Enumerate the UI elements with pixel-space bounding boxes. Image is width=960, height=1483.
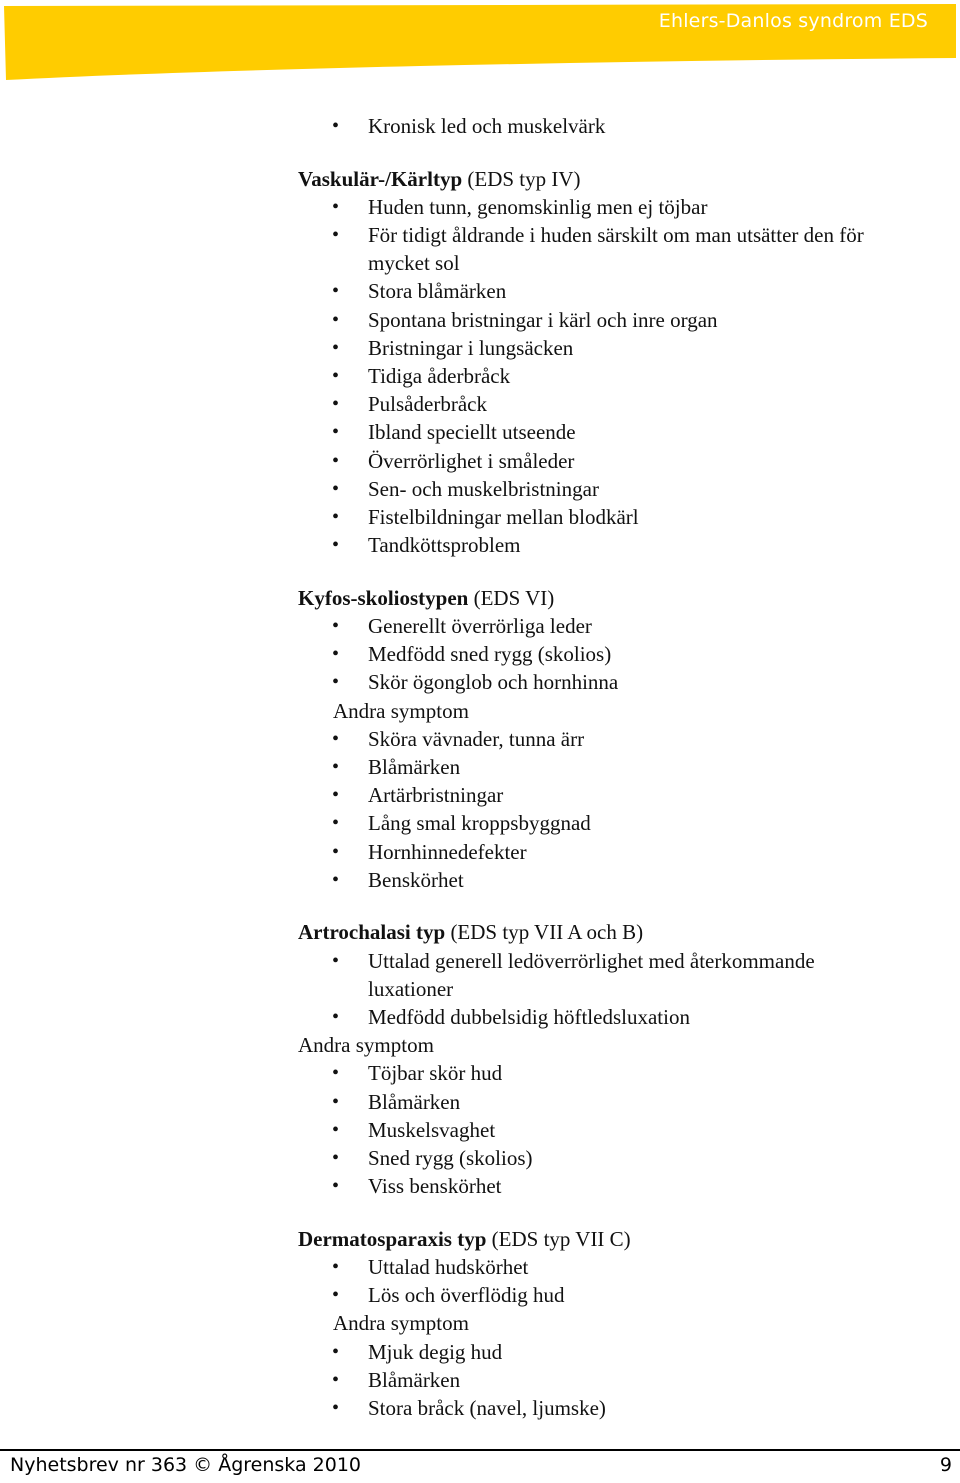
list-item: • Blåmärken — [298, 753, 938, 781]
list-item: • Tandköttsproblem — [298, 531, 938, 559]
list-item: • För tidigt åldrande i huden särskilt om man utsätter den för — [298, 221, 938, 249]
list-item: • Sköra vävnader, tunna ärr — [298, 725, 938, 753]
section-heading-dermatosparaxis: Dermatosparaxis typ (EDS typ VII C) — [298, 1226, 631, 1251]
list-item: • Ibland speciellt utseende — [298, 418, 938, 446]
list-item: • Bristningar i lungsäcken — [298, 334, 938, 362]
list-item: • Pulsåderbråck — [298, 390, 938, 418]
list-item: • Blåmärken — [298, 1088, 938, 1116]
list-item: • Spontana bristningar i kärl och inre organ — [298, 306, 938, 334]
section-heading-kyfos: Kyfos-skoliostypen (EDS VI) — [298, 585, 555, 610]
list-item: • Medfödd dubbelsidig höftledsluxation — [298, 1003, 938, 1031]
list-item: • Stora bråck (navel, ljumske) — [298, 1394, 938, 1422]
list-item-continuation: luxationer — [368, 976, 454, 1001]
list-item: • Tidiga åderbråck — [298, 362, 938, 390]
other-symptoms-label: Andra symptom — [333, 1311, 469, 1336]
other-symptoms-label: Andra symptom — [298, 1033, 434, 1058]
list-item: • Töjbar skör hud — [298, 1059, 938, 1087]
list-item: • Muskelsvaghet — [298, 1116, 938, 1144]
list-item: • Blåmärken — [298, 1366, 938, 1394]
list-item: • Sned rygg (skolios) — [298, 1144, 938, 1172]
section-heading-vaskular: Vaskulär-/Kärltyp (EDS typ IV) — [298, 166, 581, 191]
list-item: • Lång smal kroppsbyggnad — [298, 809, 938, 837]
list-item: • Stora blåmärken — [298, 277, 938, 305]
list-item: • Generellt överrörliga leder — [298, 612, 938, 640]
section-heading-artrochalasi: Artrochalasi typ (EDS typ VII A och B) — [298, 920, 644, 945]
list-item: • Hornhinnedefekter — [298, 838, 938, 866]
list-item-continuation: mycket sol — [368, 251, 460, 276]
other-symptoms-label: Andra symptom — [333, 698, 469, 723]
list-item: • Mjuk degig hud — [298, 1338, 938, 1366]
list-item: • Uttalad generell ledöverrörlighet med återkommande — [298, 947, 938, 975]
list-item: • Skör ögonglob och hornhinna — [298, 668, 938, 696]
list-item: • Uttalad hudskörhet — [298, 1253, 938, 1281]
page-number: 9 — [939, 1454, 952, 1476]
header-title: Ehlers-Danlos syndrom EDS — [658, 10, 928, 32]
list-item: • Huden tunn, genomskinlig men ej töjbar — [298, 193, 938, 221]
footer-divider — [0, 1449, 960, 1451]
footer-publication: Nyhetsbrev nr 363 © Ågrenska 2010 — [10, 1454, 361, 1476]
list-item: • Medfödd sned rygg (skolios) — [298, 640, 938, 668]
document-body — [298, 112, 938, 1422]
list-item: • Viss benskörhet — [298, 1172, 938, 1200]
list-item: • Sen- och muskelbristningar — [298, 475, 938, 503]
list-item: • Kronisk led och muskelvärk — [298, 112, 938, 140]
list-item: • Lös och överflödig hud — [298, 1281, 938, 1309]
list-item: • Artärbristningar — [298, 781, 938, 809]
list-item: • Överrörlighet i småleder — [298, 447, 938, 475]
list-item: • Fistelbildningar mellan blodkärl — [298, 503, 938, 531]
list-item: • Benskörhet — [298, 866, 938, 894]
